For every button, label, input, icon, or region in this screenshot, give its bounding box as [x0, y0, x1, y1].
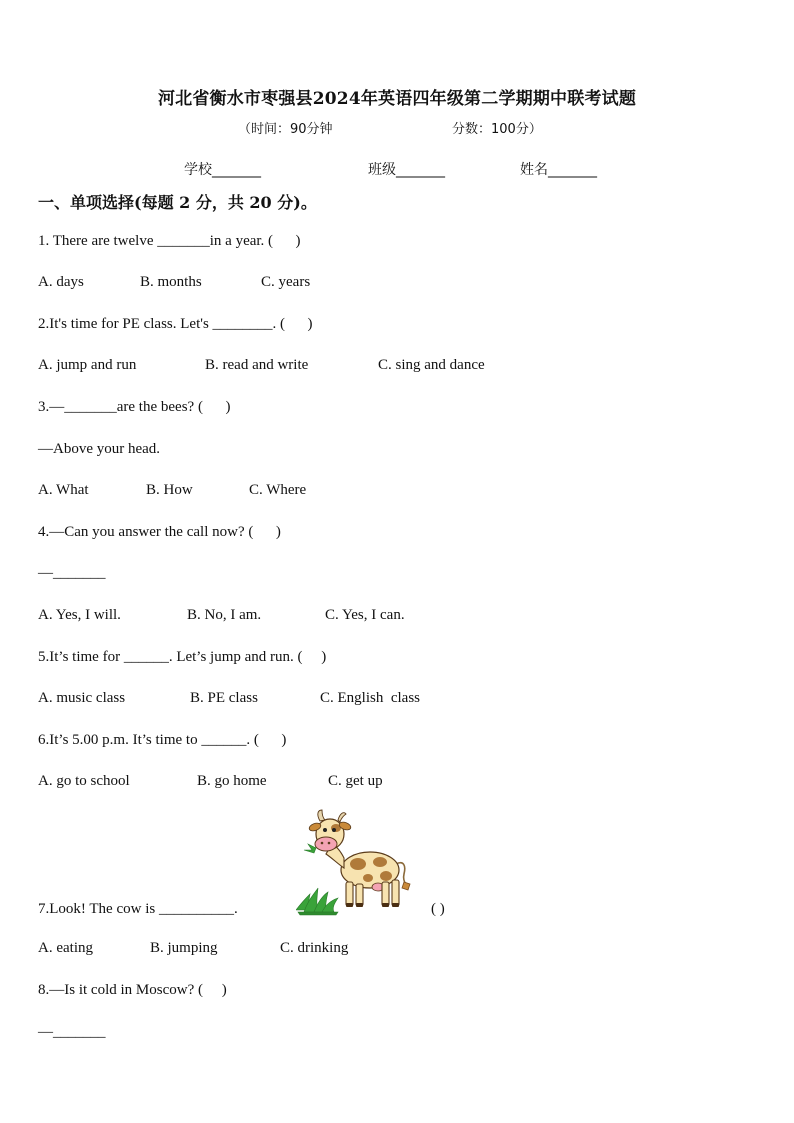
option-c: C. English class [320, 690, 420, 706]
question-stem: 6.It’s 5.00 p.m. It’s time to ______. ( ) [38, 732, 287, 748]
question-stem: 1. There are twelve _______in a year. ( ) [38, 233, 301, 249]
option-c: C. get up [328, 773, 383, 789]
option-a: A. jump and run [38, 357, 137, 373]
option-c: C. sing and dance [378, 357, 485, 373]
question-stem: 4.—Can you answer the call now? ( ) [38, 524, 281, 540]
question-stem: 7.Look! The cow is __________. [38, 901, 238, 917]
option-c: C. Yes, I can. [325, 607, 405, 623]
option-b: B. How [146, 482, 193, 498]
answer-parentheses: ( ) [431, 901, 445, 917]
answer-line: —Above your head. [38, 441, 161, 457]
option-b: B. jumping [150, 940, 218, 956]
question-stem: 5.It’s time for ______. Let’s jump and run. ( ) [38, 649, 327, 665]
class-field: 班级_______ [368, 162, 445, 178]
option-a: A. Yes, I will. [38, 607, 121, 623]
answer-line: —_______ [38, 565, 106, 581]
option-b: B. go home [197, 773, 267, 789]
option-c: C. years [261, 274, 311, 290]
name-field: 姓名_______ [520, 162, 597, 178]
option-a: A. go to school [38, 773, 130, 789]
cow-illustration [296, 808, 420, 918]
option-b: B. PE class [190, 690, 258, 706]
option-a: A. days [38, 274, 84, 290]
option-a: A. eating [38, 940, 93, 956]
option-a: A. music class [38, 690, 126, 706]
exam-title: 河北省衡水市枣强县2024年英语四年级第二学期期中联考试题 [157, 89, 637, 109]
option-b: B. months [140, 274, 202, 290]
question-stem: 8.—Is it cold in Moscow? ( ) [38, 982, 227, 998]
option-c: C. Where [249, 482, 307, 498]
option-b: B. read and write [205, 357, 309, 373]
exam-time: （时间：90分钟 [238, 122, 333, 137]
option-c: C. drinking [280, 940, 349, 956]
option-a: A. What [38, 482, 89, 498]
section-title: 一、单项选择(每题 2 分，共 20 分)。 [38, 193, 317, 212]
question-stem: 3.—_______are the bees? ( ) [38, 399, 231, 415]
exam-score: 分数：100分） [452, 122, 542, 137]
question-stem: 2.It's time for PE class. Let's ________. ( ) [38, 316, 313, 332]
answer-line: —_______ [38, 1024, 106, 1040]
school-field: 学校_______ [184, 162, 261, 178]
option-b: B. No, I am. [187, 607, 262, 623]
